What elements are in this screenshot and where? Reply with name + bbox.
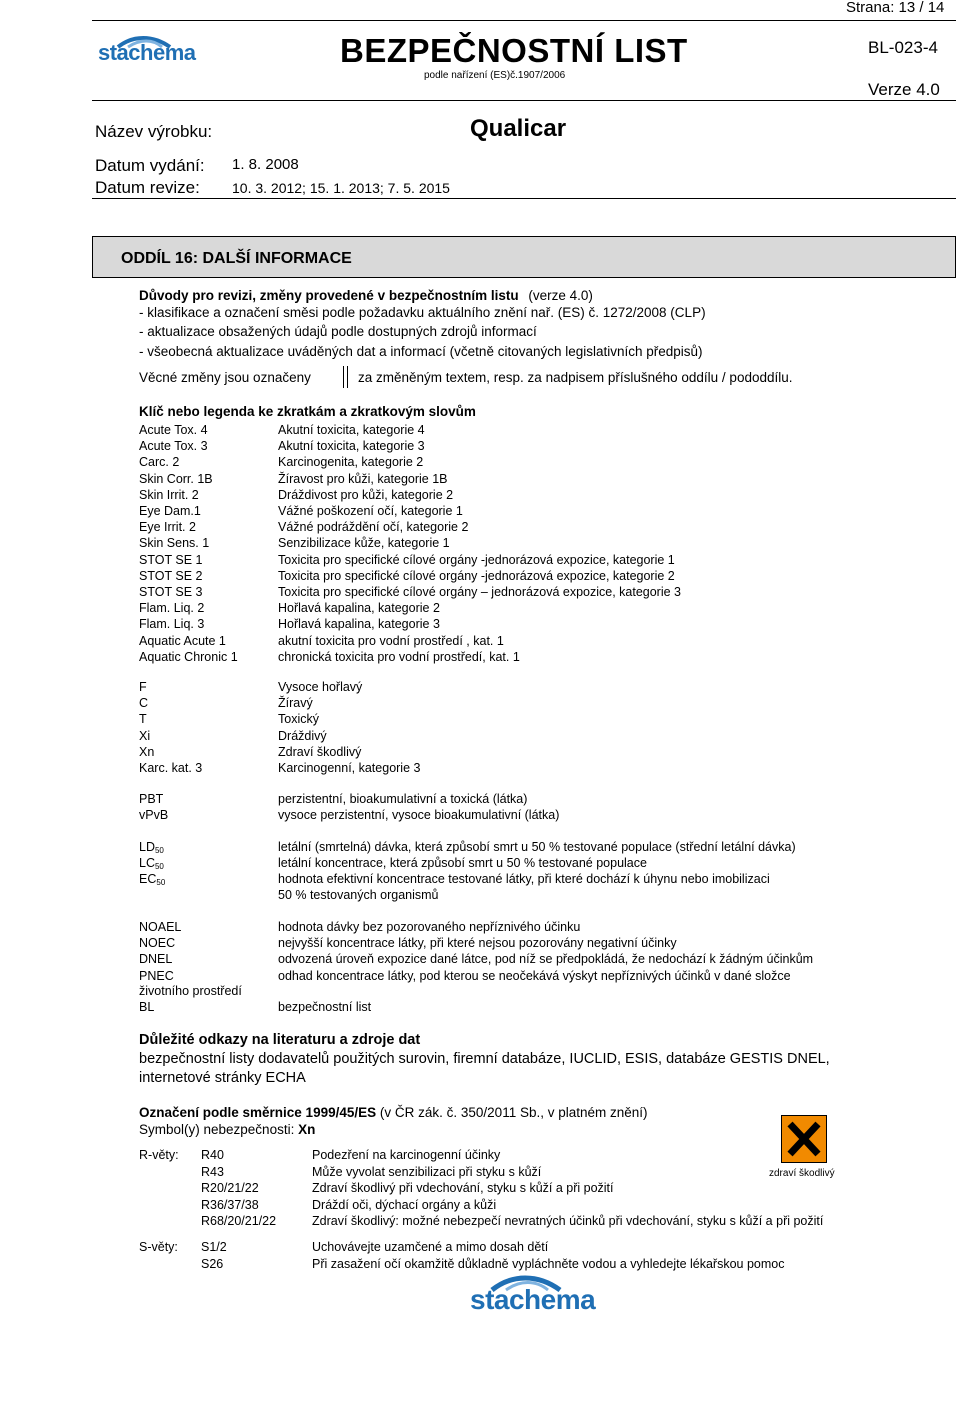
symbol-label: Symbol(y) nebezpečnosti: — [139, 1122, 295, 1137]
page-number: Strana: 13 / 14 — [846, 0, 945, 16]
description: Při zasažení očí okamžitě důkladně vypláchněte vodou a vyhledejte lékařskou pomoc — [312, 1256, 785, 1271]
references-line: bezpečnostní listy dodavatelů použitých surovin, firemní databáze, IUCLID, ESIS, databáze GESTIS DNEL, — [139, 1051, 830, 1067]
description: hodnota dávky bez pozorovaného nepříznivého účinku — [278, 920, 581, 934]
abbreviation: R20/21/22 — [201, 1181, 259, 1195]
description: perzistentní, bioakumulativní a toxická (látka) — [278, 792, 528, 806]
description: Žíravý — [278, 696, 313, 711]
abbreviation: Skin Irrit. 2 — [139, 487, 199, 502]
reasons-heading: Důvody pro revizi, změny provedené v bezpečnostním listu — [139, 288, 519, 303]
bl-value: bezpečnostní list — [278, 1000, 372, 1014]
description: Podezření na karcinogenní účinky — [312, 1148, 501, 1162]
description: Zdraví škodlivý: možné nebezpečí nevratných účinků při vdechování, styku s kůží a při požití — [312, 1214, 824, 1228]
stachema-logo — [98, 33, 196, 69]
symbol-value: Xn — [298, 1122, 316, 1137]
description: vysoce perzistentní, vysoce bioakumulativní (látka) — [278, 808, 560, 823]
abbreviation: NOAEL — [139, 920, 182, 934]
document-subtitle: podle nařízení (ES)č.1907/2006 — [424, 70, 566, 81]
abbreviation-wrap — [139, 872, 165, 887]
abbreviation: Eye Dam.1 — [139, 504, 201, 518]
changes-suffix: za změněným textem, resp. za nadpisem příslušného oddílu / pododdílu. — [358, 370, 793, 385]
description: Akutní toxicita, kategorie 3 — [278, 439, 425, 454]
description: Dráždí oči, dýchací orgány a kůži — [312, 1197, 497, 1212]
document-title: BEZPEČNOSTNÍ LIST — [340, 32, 688, 69]
description: odhad koncentrace látky, pod kterou se neočekává výskyt nepříznivých účinků v dané složce — [278, 968, 791, 983]
subscript: 50 — [156, 878, 166, 888]
description: Zdraví škodlivý při vdechování, styku s kůží a při požití — [312, 1181, 614, 1195]
abbreviation: LC — [139, 856, 155, 871]
description: letální (smrtelná) dávka, která způsobí smrt u 50 % testované populace (střední letální dávka) — [278, 840, 796, 854]
revision-dates: 10. 3. 2012; 15. 1. 2013; 7. 5. 2015 — [232, 180, 450, 196]
abbreviation: Flam. Liq. 3 — [139, 617, 205, 632]
description: Dráždivý — [278, 728, 327, 743]
abbreviation: Aquatic Acute 1 — [139, 633, 226, 648]
stachema-logo-footer — [470, 1272, 596, 1320]
subscript: 50 — [154, 846, 164, 855]
abbreviation: LD — [139, 840, 155, 854]
reasons-version: (verze 4.0) — [528, 288, 593, 303]
abbreviation: Skin Corr. 1B — [139, 471, 213, 486]
pictogram-caption: zdraví škodlivý — [769, 1168, 835, 1179]
description: nejvyšší koncentrace látky, při které nejsou pozorovány negativní účinky — [278, 936, 677, 951]
description: chronická toxicita pro vodní prostředí, kat. 1 — [278, 649, 520, 664]
section-title: ODDÍL 16: DALŠÍ INFORMACE — [121, 250, 352, 267]
description: Toxicita pro specifické cílové orgány – jednorázová expozice, kategorie 3 — [278, 585, 681, 599]
abbreviation-wrap — [139, 840, 164, 855]
directive-note: (v ČR zák. č. 350/2011 Sb., v platném znění) — [379, 1105, 648, 1120]
abbreviation: F — [139, 680, 147, 694]
abbreviation: R68/20/21/22 — [201, 1214, 277, 1228]
s-phrases-label: S-věty: — [139, 1240, 178, 1254]
description: Hořlavá kapalina, kategorie 2 — [278, 601, 440, 616]
abbreviation: STOT SE 2 — [139, 568, 203, 583]
description: Senzibilizace kůže, kategorie 1 — [278, 536, 450, 551]
env-label: životního prostředí — [139, 984, 242, 998]
references-heading: Důležité odkazy na literaturu a zdroje dat — [139, 1032, 421, 1048]
references-line: internetové stránky ECHA — [139, 1070, 306, 1086]
abbreviation: Xn — [139, 744, 155, 759]
legend-heading: Klíč nebo legenda ke zkratkám a zkratkovým slovům — [139, 404, 476, 419]
description: Karcinogenita, kategorie 2 — [278, 455, 424, 470]
abbreviation: NOEC — [139, 936, 176, 951]
directive-heading: Označení podle směrnice 1999/45/ES — [139, 1105, 377, 1120]
abbreviation: DNEL — [139, 952, 173, 967]
abbreviation: PNEC — [139, 968, 174, 983]
product-label: Název výrobku: — [95, 122, 213, 141]
description: Vážné podráždění očí, kategorie 2 — [278, 520, 469, 535]
abbreviation: Flam. Liq. 2 — [139, 601, 205, 616]
change-marker — [347, 366, 348, 388]
abbreviation: R36/37/38 — [201, 1197, 259, 1212]
reason-item: - aktualizace obsažených údajů podle dostupných zdrojů informací — [139, 324, 537, 339]
abbreviation: Skin Sens. 1 — [139, 536, 210, 551]
issue-date-label: Datum vydání: — [95, 156, 205, 175]
abbreviation-wrap — [139, 856, 164, 871]
directive-line — [139, 1105, 648, 1120]
description: letální koncentrace, která způsobí smrt u 50 % testované populace — [278, 856, 647, 871]
section-header — [92, 236, 956, 278]
changes-prefix: Věcné změny jsou označeny — [139, 370, 311, 385]
document-code: BL-023-4 — [868, 38, 938, 57]
description: Může vyvolat senzibilizaci při styku s kůží — [312, 1164, 542, 1179]
reason-item: - klasifikace a označení směsi podle požadavku aktuálního znění nař. (ES) č. 1272/2008 (CLP) — [139, 305, 706, 320]
description: akutní toxicita pro vodní prostředí , kat. 1 — [278, 633, 504, 648]
abbreviation: vPvB — [139, 808, 169, 823]
description: hodnota efektivní koncentrace testované látky, při které dochází k úhynu nebo imobilizaci — [278, 872, 770, 887]
abbreviation: Carc. 2 — [139, 455, 180, 470]
abbreviation: Acute Tox. 3 — [139, 439, 208, 454]
revision-date-label: Datum revize: — [95, 178, 200, 197]
abbreviation: Karc. kat. 3 — [139, 761, 203, 775]
reasons-heading-line — [139, 288, 593, 303]
description: Akutní toxicita, kategorie 4 — [278, 423, 425, 437]
harmful-pictogram-icon — [781, 1115, 827, 1163]
abbreviation: S1/2 — [201, 1240, 227, 1254]
abbreviation: EC — [139, 872, 157, 887]
symbol-line — [139, 1122, 315, 1137]
abbreviation: STOT SE 3 — [139, 585, 203, 599]
subscript: 50 — [154, 862, 164, 872]
abbreviation: S26 — [201, 1256, 224, 1271]
description: Dráždivost pro kůži, kategorie 2 — [278, 487, 454, 502]
r-phrases-label: R-věty: — [139, 1148, 179, 1162]
reason-item: - všeobecná aktualizace uváděných dat a informací (včetně citovaných legislativních předpisů) — [139, 344, 703, 359]
description: Karcinogenní, kategorie 3 — [278, 761, 421, 775]
abbreviation: Xi — [139, 728, 151, 743]
description: Zdraví škodlivý — [278, 744, 362, 759]
logo-text: stachema — [98, 40, 196, 65]
version: Verze 4.0 — [868, 80, 940, 99]
abbreviation: T — [139, 712, 147, 727]
ec-continued: 50 % testovaných organismů — [278, 888, 439, 902]
description: Uchovávejte uzamčené a mimo dosah dětí — [312, 1240, 549, 1254]
issue-date: 1. 8. 2008 — [232, 156, 299, 173]
description: Toxicita pro specifické cílové orgány -jednorázová expozice, kategorie 2 — [278, 568, 675, 583]
logo-text: stachema — [470, 1284, 596, 1315]
description: odvozená úroveň expozice dané látce, pod níž se předpokládá, že nedochází k žádným účinkům — [278, 952, 814, 967]
product-name: Qualicar — [470, 115, 567, 142]
description: Toxicita pro specifické cílové orgány -jednorázová expozice, kategorie 1 — [278, 552, 675, 567]
abbreviation: PBT — [139, 792, 164, 806]
abbreviation: Eye Irrit. 2 — [139, 520, 196, 535]
abbreviation: Aquatic Chronic 1 — [139, 649, 238, 664]
abbreviation: R40 — [201, 1148, 224, 1162]
abbreviation: R43 — [201, 1164, 224, 1179]
description: Hořlavá kapalina, kategorie 3 — [278, 617, 440, 632]
abbreviation: C — [139, 696, 149, 711]
abbreviation: STOT SE 1 — [139, 552, 203, 567]
change-marker — [343, 366, 344, 388]
description: Žíravost pro kůži, kategorie 1B — [278, 471, 448, 486]
abbreviation: Acute Tox. 4 — [139, 423, 208, 437]
description: Vážné poškození očí, kategorie 1 — [278, 504, 463, 518]
description: Toxický — [278, 712, 319, 727]
bl-key: BL — [139, 1000, 155, 1014]
description: Vysoce hořlavý — [278, 680, 363, 694]
